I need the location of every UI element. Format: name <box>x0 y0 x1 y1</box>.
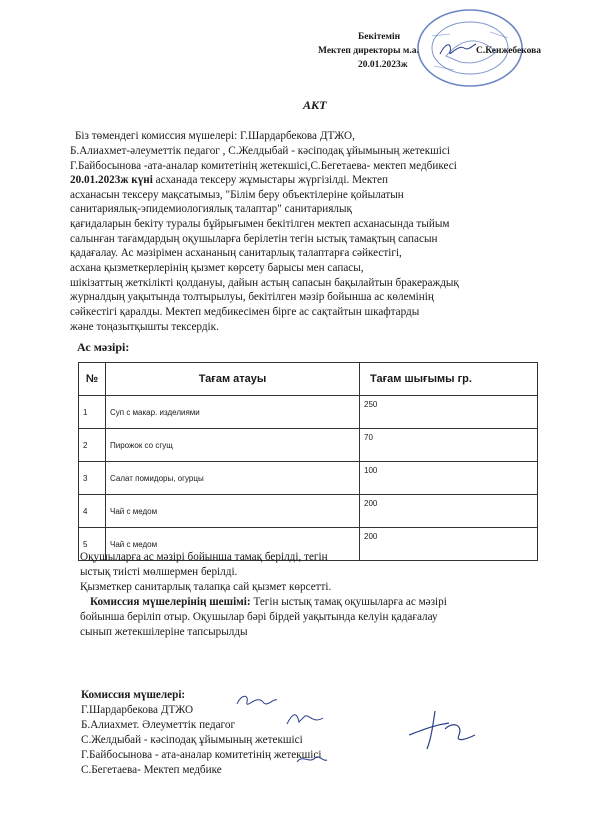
row-number: 3 <box>79 462 106 495</box>
table-row <box>79 429 538 462</box>
row-number: 2 <box>79 429 106 462</box>
body-line-8: қадағалау. Ас мәзірімен асхананың санитарлық талаптарға сәйкестігі, <box>70 247 402 259</box>
signature-4 <box>295 750 329 768</box>
body-line-4: асханасын тексеру мақсатымыз, "Білім беру объектілеріне қойылатын <box>70 189 404 201</box>
decision-line-3: сынып жетекшілеріне тапсырылды <box>80 626 248 638</box>
member-1: Г.Шардарбекова ДТЖО <box>81 704 194 716</box>
row-number: 1 <box>79 396 106 429</box>
header-number: № <box>79 363 106 396</box>
commission-heading: Комиссия мүшелері: <box>81 689 186 701</box>
approval-heading: Бекітемін <box>358 32 401 42</box>
portion-value: 200 <box>360 528 538 561</box>
inspection-date: 20.01.2023ж күні <box>70 174 153 186</box>
member-2: Б.Алиахмет. Әлеуметтік педагог <box>81 719 236 731</box>
after-line-2: ыстық тиісті мөлшермен берілді. <box>80 566 238 578</box>
dish-name: Чай с медом <box>106 495 360 528</box>
body-line-9: асхана қызметкерлерінің қызмет көрсету барысы мен сапасы, <box>70 262 364 274</box>
table-row <box>79 396 538 429</box>
dish-name: Салат помидоры, огурцы <box>106 462 360 495</box>
table-header-row <box>79 363 538 396</box>
row-number: 5 <box>79 528 106 561</box>
body-line-2: Б.Алиахмет-әлеуметтік педагог , С.Желдыбай - кәсіподақ ұйымының жетекшісі <box>70 145 450 157</box>
member-3: С.Желдыбай - кәсіподақ ұйымының жетекшісі <box>81 734 303 746</box>
approval-position: Мектеп директоры м.а. <box>318 46 419 56</box>
body-line-7: салынған тағамдардың оқушыларға берілетін тегін ыстық тамақтың сапасын <box>70 233 438 245</box>
approval-date: 20.01.2023ж <box>358 60 408 70</box>
dish-name: Суп с макар. изделиями <box>106 396 360 429</box>
header-portion: Тағам шығымы гр. <box>360 363 538 396</box>
body-line-1: Біз төмендегі комиссия мүшелері: Г.Шардарбекова ДТЖО, <box>75 130 355 142</box>
body-line-3: Г.Байбосынова -ата-аналар комитетінің жетекшісі,С.Бегетаева- мектеп медбикесі <box>70 160 457 172</box>
dish-name: Пирожок со сгущ <box>106 429 360 462</box>
dish-name: Чай с медом <box>106 528 360 561</box>
portion-value: 250 <box>360 396 538 429</box>
menu-label: Ас мәзірі: <box>77 340 130 354</box>
table-row <box>79 462 538 495</box>
director-signature <box>438 38 478 60</box>
body-line-13: және тоңазытқышты тексердік. <box>70 321 219 333</box>
body-line-12: сәйкестігі қаралды. Мектеп медбикесімен бірге ас сақтайтын шкафтарды <box>70 306 420 318</box>
after-line-3: Қызметкер санитарлық талапқа сай қызмет көрсетті. <box>80 581 332 593</box>
decision-line-1 <box>90 595 447 609</box>
decision-line-2: бойынша беріліп отыр. Оқушылар бәрі бірдей уақытында келуін қадағалау <box>80 611 438 623</box>
portion-value: 200 <box>360 495 538 528</box>
member-5: С.Бегетаева- Мектеп медбике <box>81 764 222 776</box>
member-4: Г.Байбосынова - ата-аналар комитетінің жетекшісі <box>81 749 322 761</box>
portion-value: 70 <box>360 429 538 462</box>
row-number: 4 <box>79 495 106 528</box>
signature-2 <box>285 710 325 730</box>
inspection-date-rest: асханада тексеру жұмыстары жүргізілді. Мектеп <box>152 174 388 186</box>
body-line-11: журналдың уақытында толтырылуы, бекітілген мәзір бойынша ас көлемінің <box>70 291 434 303</box>
signature-3 <box>405 705 477 753</box>
document-title: АКТ <box>303 98 327 112</box>
body-line-6: қағидаларын бекіту туралы бұйрығымен бекітілген мектеп асханасында тыйым <box>70 218 450 230</box>
after-line-1: Оқушыларға ас мәзірі бойынша тамақ берілді, тегін <box>80 551 328 563</box>
approval-director: С.Кенжебекова <box>476 46 542 56</box>
table-row <box>79 495 538 528</box>
body-line-10: шікізаттың жеткілікті қолдануы, дайын астың сапасын бақылайтын бракераждық <box>70 277 459 289</box>
decision-text-1: Тегін ыстық тамақ оқушыларға ас мәзірі <box>250 596 447 608</box>
menu-table <box>78 362 538 561</box>
body-line-5: санитариялық-эпидемиологиялық талаптар" санитариялық <box>70 203 352 215</box>
portion-value: 100 <box>360 462 538 495</box>
signature-1 <box>235 690 279 712</box>
header-dish-name: Тағам атауы <box>106 363 360 396</box>
decision-label: Комиссия мүшелерінің шешімі: <box>90 596 251 608</box>
body-date-line <box>70 173 388 187</box>
